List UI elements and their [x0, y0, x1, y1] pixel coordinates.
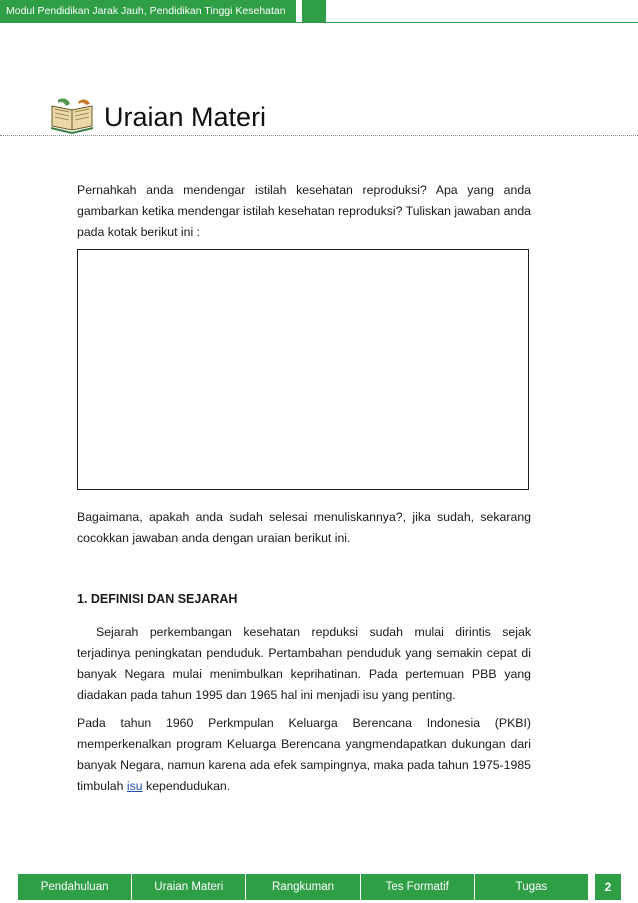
footer-nav-rangkuman[interactable]: Rangkuman — [246, 874, 360, 900]
footer — [0, 874, 638, 903]
title-divider — [0, 135, 638, 136]
header-title: Modul Pendidikan Jarak Jauh, Pendidikan Tinggi Kesehatan — [6, 5, 286, 17]
footer-nav-tes-formatif[interactable]: Tes Formatif — [361, 874, 475, 900]
book-icon — [48, 96, 96, 136]
page-number: 2 — [595, 874, 621, 900]
intro-paragraph: Pernahkah anda mendengar istilah kesehatan reproduksi? Apa yang anda gambarkan ketika mendengar istilah kesehatan reproduksi? Tuliskan jawaban anda pada kotak berikut ini : — [77, 183, 531, 239]
header-title-bar — [0, 0, 296, 22]
footer-nav-pendahuluan[interactable]: Pendahuluan — [18, 874, 132, 900]
footer-nav — [18, 874, 588, 900]
header-square-accent — [302, 0, 326, 22]
after-box-paragraph: Bagaimana, apakah anda sudah selesai menuliskannya?, jika sudah, sekarang cocokkan jawaban anda dengan uraian berikut ini. — [77, 510, 531, 545]
page-title: Uraian Materi — [104, 102, 267, 132]
history-paragraph-1: Sejarah perkembangan kesehatan repduksi sudah mulai dirintis sejak terjadinya peningkatan penduduk. Pertambahan penduduk yang semakin cepat di banyak Negara mulai menimbulkan keprihatinan. Pada pertemuan PBB yang diadakan pada tahun 1995 dan 1965 hal ini menjadi isu yang penting. — [77, 625, 531, 702]
footer-nav-tugas[interactable]: Tugas — [515, 881, 548, 893]
section-heading: 1. DEFINISI DAN SEJARAH — [77, 592, 238, 606]
isu-link[interactable]: isu — [126, 779, 143, 793]
history-paragraph-2-text: Pada tahun 1960 Perkmpulan Keluarga Berencana Indonesia (PKBI) memperkenalkan program Keluarga Berencana yangmendapatkan dukungan dari banyak Negara, namun karena ada efek sampingnya, maka pada tahun 1975-1985 timbulah — [77, 716, 531, 793]
history-paragraph-2 — [77, 713, 531, 797]
header-divider — [0, 22, 638, 23]
answer-box[interactable] — [77, 249, 529, 490]
footer-nav-uraian-materi[interactable]: Uraian Materi — [132, 874, 246, 900]
history-paragraph-2-end: kependudukan. — [142, 779, 231, 793]
